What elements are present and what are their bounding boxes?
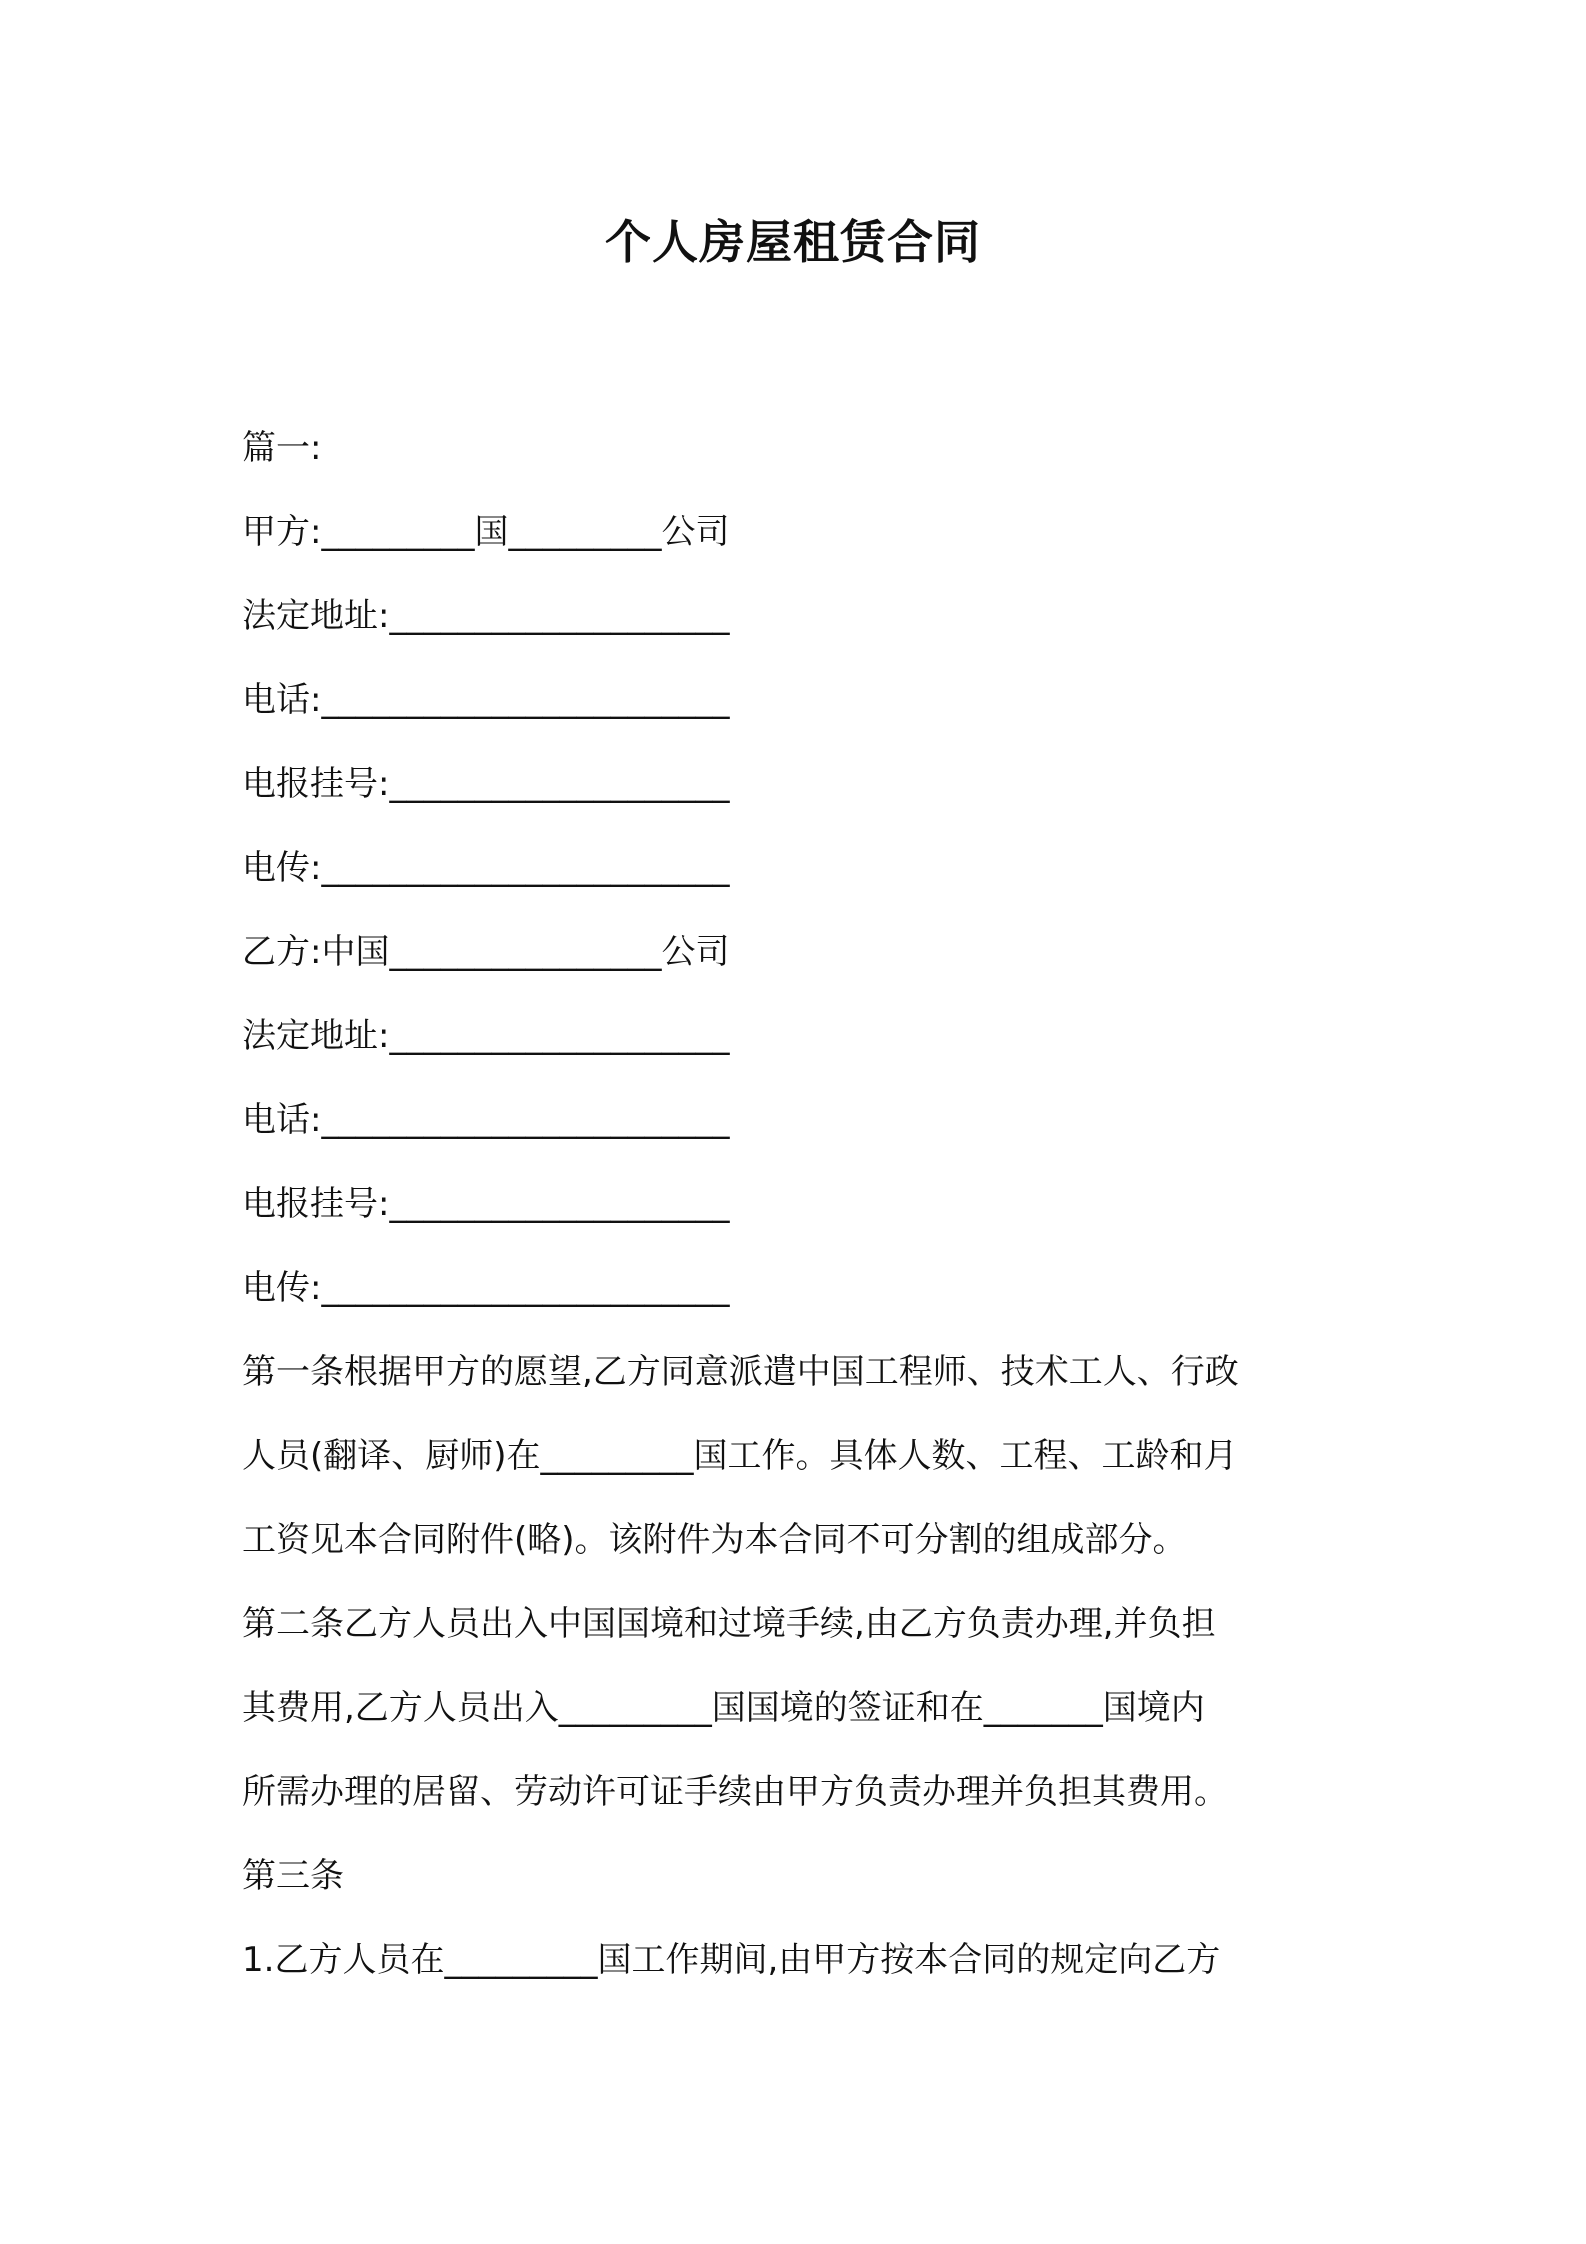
article-1-line-3: 工资见本合同附件(略)。该附件为本合同不可分割的组成部分。	[242, 1520, 1187, 1560]
party-a-name: 甲方:_________国_________公司	[242, 512, 730, 552]
article-2-line-1: 第二条乙方人员出入中国国境和过境手续,由乙方负责办理,并负担	[242, 1604, 1216, 1644]
party-b-name: 乙方:中国________________公司	[242, 932, 730, 972]
article-3-heading: 第三条	[242, 1856, 344, 1896]
article-2-line-3: 所需办理的居留、劳动许可证手续由甲方负责办理并负担其费用。	[242, 1772, 1228, 1812]
article-1-line-1: 第一条根据甲方的愿望,乙方同意派遣中国工程师、技术工人、行政	[242, 1352, 1239, 1392]
document-body	[242, 406, 1362, 2002]
document-title: 个人房屋租赁合同	[605, 215, 981, 269]
section-heading: 篇一:	[242, 428, 322, 468]
article-1-line-2: 人员(翻译、厨师)在_________国工作。具体人数、工程、工龄和月	[242, 1436, 1238, 1476]
party-b-phone: 电话:________________________	[242, 1100, 730, 1140]
article-3-item-1: 1.乙方人员在_________国工作期间,由甲方按本合同的规定向乙方	[242, 1940, 1221, 1980]
party-a-address: 法定地址:____________________	[242, 596, 730, 636]
party-b-telex: 电传:________________________	[242, 1268, 730, 1308]
party-a-phone: 电话:________________________	[242, 680, 730, 720]
party-a-telex: 电传:________________________	[242, 848, 730, 888]
article-2-line-2: 其费用,乙方人员出入_________国国境的签证和在_______国境内	[242, 1688, 1205, 1728]
party-a-cable: 电报挂号:____________________	[242, 764, 730, 804]
party-b-cable: 电报挂号:____________________	[242, 1184, 730, 1224]
party-b-address: 法定地址:____________________	[242, 1016, 730, 1056]
